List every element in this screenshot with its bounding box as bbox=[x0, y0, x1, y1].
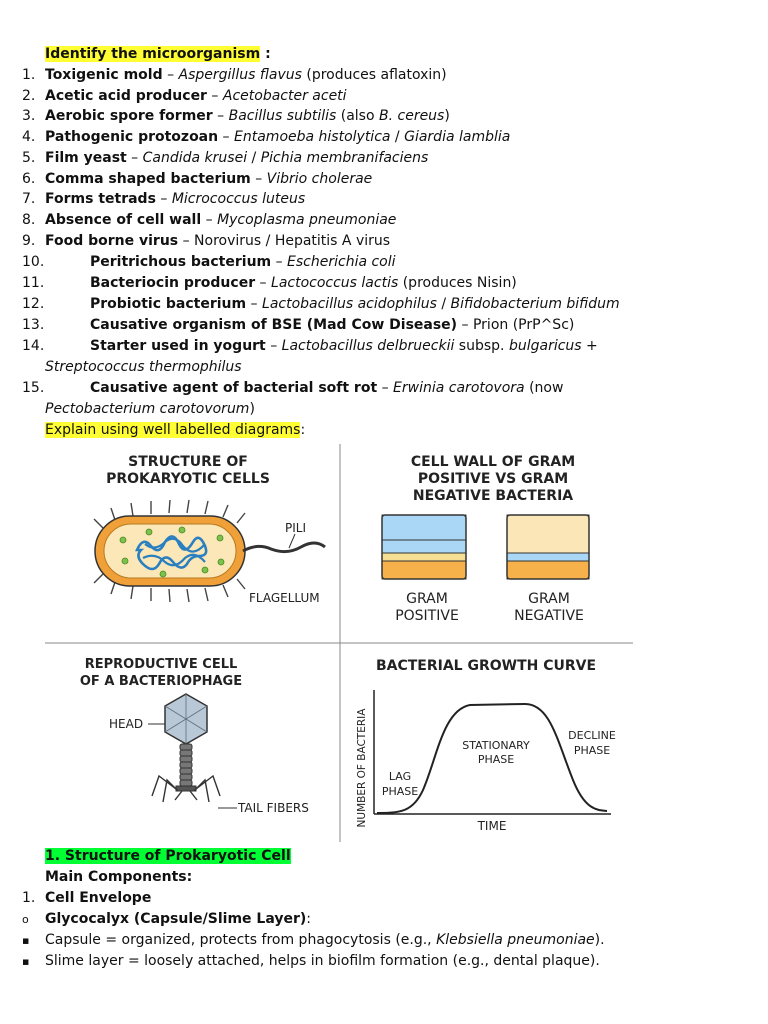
pili-label: PILI bbox=[285, 521, 306, 535]
item-number: 1. bbox=[22, 890, 36, 906]
gram-negative-label: NEGATIVE bbox=[514, 608, 584, 624]
item-answer: Lactobacillus delbrueckii bbox=[281, 338, 455, 354]
component-label: Cell Envelope bbox=[45, 890, 152, 906]
item-answer: Prion (PrP^Sc) bbox=[472, 317, 575, 333]
item-answer: Entamoeba histolytica bbox=[234, 129, 391, 145]
list-item: 5. Film yeast – Candida krusei / Pichia membranifaciens bbox=[0, 148, 740, 169]
diagram-figure bbox=[45, 440, 633, 846]
svg-text:PHASE: PHASE bbox=[477, 753, 515, 766]
gram-positive-label: GRAM bbox=[406, 591, 448, 607]
item-answer: Micrococcus luteus bbox=[171, 191, 306, 207]
item-term: Film yeast bbox=[45, 150, 127, 166]
list-item-continuation: Pectobacterium carotovorum) bbox=[45, 401, 255, 417]
item-answer: Pectobacterium carotovorum bbox=[45, 401, 250, 417]
svg-text:NEGATIVE BACTERIA: NEGATIVE BACTERIA bbox=[412, 488, 574, 504]
item-answer: Norovirus / Hepatitis A virus bbox=[194, 233, 391, 249]
list-item: 7. Forms tetrads – Micrococcus luteus bbox=[0, 189, 740, 210]
item-answer: Lactococcus lactis bbox=[271, 275, 399, 291]
square-bullet-icon: ▪ bbox=[22, 955, 30, 968]
item-number: 2. bbox=[22, 88, 36, 104]
bullet-item: ▪ Capsule = organized, protects from phagocytosis (e.g., Klebsiella pneumoniae). bbox=[0, 930, 740, 951]
item-answer: Mycoplasma pneumoniae bbox=[217, 212, 397, 228]
square-bullet-icon: ▪ bbox=[22, 934, 30, 947]
list-item: 12. Probiotic bacterium – Lactobacillus acidophilus / Bifidobacterium bifidum bbox=[0, 294, 740, 315]
svg-text:DECLINE: DECLINE bbox=[568, 729, 616, 742]
item-answer: Lactobacillus acidophilus bbox=[262, 296, 437, 312]
list-item: 6. Comma shaped bacterium – Vibrio cholerae bbox=[0, 169, 740, 190]
section-subtitle: Main Components: bbox=[45, 869, 193, 885]
heading-text: Identify the microorganism bbox=[45, 46, 261, 62]
item-term: Causative agent of bacterial soft rot bbox=[90, 380, 378, 396]
item-number: 11. bbox=[22, 275, 45, 291]
item-number: 4. bbox=[22, 129, 36, 145]
svg-text:CELL WALL OF GRAM: CELL WALL OF GRAM bbox=[410, 454, 576, 470]
explain-text: Explain using well labelled diagrams bbox=[45, 422, 301, 438]
gram-negative-label: GRAM bbox=[528, 591, 570, 607]
item-term: Pathogenic protozoan bbox=[45, 129, 219, 145]
list-item: 13. Causative organism of BSE (Mad Cow Disease) – Prion (PrP^Sc) bbox=[0, 315, 740, 336]
list-item-continuation bbox=[0, 357, 740, 378]
heading-line bbox=[0, 44, 740, 65]
item-answer: Aspergillus flavus bbox=[178, 67, 302, 83]
item-term: Toxigenic mold bbox=[45, 67, 163, 83]
list-item: 9. Food borne virus – Norovirus / Hepatitis A virus bbox=[0, 231, 740, 252]
item-number: 1. bbox=[22, 67, 36, 83]
x-axis-label: TIME bbox=[477, 819, 507, 833]
svg-text:PHASE: PHASE bbox=[381, 785, 419, 798]
list-item: 8. Absence of cell wall – Mycoplasma pneumoniae bbox=[0, 210, 740, 231]
item-number: 5. bbox=[22, 150, 36, 166]
item-term: Acetic acid producer bbox=[45, 88, 207, 104]
list-item: 10. Peritrichous bacterium – Escherichia coli bbox=[0, 252, 740, 273]
svg-text:PHASE: PHASE bbox=[573, 744, 611, 757]
item-term: Aerobic spore former bbox=[45, 108, 213, 124]
circle-bullet-icon: o bbox=[22, 913, 29, 926]
list-item: 3. Aerobic spore former – Bacillus subtilis (also B. cereus) bbox=[0, 106, 740, 127]
section-subtitle-line bbox=[0, 867, 740, 888]
item-number: 7. bbox=[22, 191, 36, 207]
item-term: Causative organism of BSE (Mad Cow Disease) bbox=[90, 317, 458, 333]
item-number: 14. bbox=[22, 338, 45, 354]
gram-positive-label: POSITIVE bbox=[395, 608, 459, 624]
item-answer: Escherichia coli bbox=[287, 254, 396, 270]
gram-negative-wall bbox=[507, 515, 589, 579]
list-item: 15. Causative agent of bacterial soft rot – Erwinia carotovora (now bbox=[0, 378, 740, 399]
item-number: 3. bbox=[22, 108, 36, 124]
sub-item: o Glycocalyx (Capsule/Slime Layer): bbox=[0, 909, 740, 930]
svg-text:LAG: LAG bbox=[388, 770, 412, 783]
section-title-line bbox=[0, 846, 740, 867]
list-item: 14. Starter used in yogurt – Lactobacillus delbrueckii subsp. bulgaricus + bbox=[0, 336, 740, 357]
list-item: 2. Acetic acid producer – Acetobacter aceti bbox=[0, 86, 740, 107]
gram-positive-wall bbox=[382, 515, 466, 579]
list-item: 4. Pathogenic protozoan – Entamoeba histolytica / Giardia lamblia bbox=[0, 127, 740, 148]
item-number: 10. bbox=[22, 254, 45, 270]
item-number: 13. bbox=[22, 317, 45, 333]
panel1-title: STRUCTURE OF bbox=[128, 454, 248, 470]
explain-line: Explain using well labelled diagrams: bbox=[45, 422, 306, 438]
item-number: 15. bbox=[22, 380, 45, 396]
item-term: Bacteriocin producer bbox=[90, 275, 256, 291]
svg-text:OF A BACTERIOPHAGE: OF A BACTERIOPHAGE bbox=[79, 674, 243, 689]
list-item bbox=[0, 888, 740, 909]
svg-text:REPRODUCTIVE CELL: REPRODUCTIVE CELL bbox=[84, 657, 238, 672]
list-item: 1. Toxigenic mold – Aspergillus flavus (produces aflatoxin) bbox=[0, 65, 740, 86]
item-number: 12. bbox=[22, 296, 45, 312]
item-term: Probiotic bacterium bbox=[90, 296, 247, 312]
sub-item-label: Glycocalyx (Capsule/Slime Layer) bbox=[45, 911, 307, 927]
panel1-title: PROKARYOTIC CELLS bbox=[106, 471, 270, 487]
flagellum-label: FLAGELLUM bbox=[249, 591, 320, 605]
item-term: Comma shaped bacterium bbox=[45, 171, 251, 187]
item-answer: Acetobacter aceti bbox=[222, 88, 347, 104]
tail-fibers-label: TAIL FIBERS bbox=[238, 801, 309, 815]
head-label: HEAD bbox=[109, 717, 144, 731]
y-axis-label: NUMBER OF BACTERIA bbox=[356, 708, 368, 828]
section-title: 1. Structure of Prokaryotic Cell bbox=[45, 848, 291, 864]
item-number: 9. bbox=[22, 233, 36, 249]
phage-tail bbox=[180, 744, 192, 786]
svg-text:BACTERIAL GROWTH CURVE: BACTERIAL GROWTH CURVE bbox=[375, 658, 597, 674]
item-term: Food borne virus bbox=[45, 233, 179, 249]
item-term: Starter used in yogurt bbox=[90, 338, 266, 354]
item-answer: Candida krusei bbox=[142, 150, 248, 166]
item-term: Peritrichous bacterium bbox=[90, 254, 272, 270]
item-answer: Erwinia carotovora bbox=[393, 380, 525, 396]
item-term: Forms tetrads bbox=[45, 191, 156, 207]
list-item: 11. Bacteriocin producer – Lactococcus lactis (produces Nisin) bbox=[0, 273, 740, 294]
item-answer: Bacillus subtilis bbox=[228, 108, 337, 124]
item-number: 6. bbox=[22, 171, 36, 187]
cytoplasm bbox=[104, 524, 236, 578]
svg-text:POSITIVE VS GRAM: POSITIVE VS GRAM bbox=[417, 471, 569, 487]
item-number: 8. bbox=[22, 212, 36, 228]
bullet-item: ▪ Slime layer = loosely attached, helps in biofilm formation (e.g., dental plaque). bbox=[0, 951, 740, 972]
item-answer: Streptococcus thermophilus bbox=[45, 359, 242, 375]
heading-colon: : bbox=[260, 46, 271, 62]
svg-text:STATIONARY: STATIONARY bbox=[462, 739, 530, 752]
item-answer: Vibrio cholerae bbox=[266, 171, 373, 187]
item-term: Absence of cell wall bbox=[45, 212, 202, 228]
